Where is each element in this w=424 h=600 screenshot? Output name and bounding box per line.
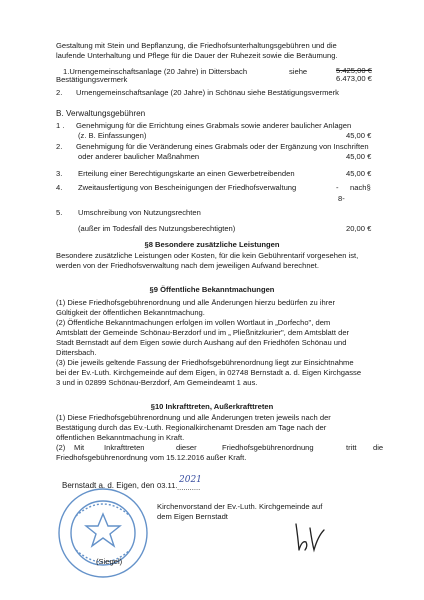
b2-line-1: Genehmigung für die Veränderung eines Grabmals oder der Ergänzung von Inschriften bbox=[76, 142, 369, 151]
signature-date-year: 2021 bbox=[179, 475, 202, 485]
s9-p2-line-2: Amtsblatt der Gemeinde Schönau-Berzdorf und im „ Pließnitzkurier", dem Amtsblatt der bbox=[56, 328, 350, 337]
b1-line-1: Genehmigung für die Errichtung eines Grabmals sowie anderer baulicher Anlagen bbox=[76, 121, 352, 130]
s9-p2-line-3: Stadt Bernstadt auf dem Eigen sowie durch Aushang auf den Friedhöfen Schönau und bbox=[56, 338, 347, 347]
b2-num: 2. bbox=[56, 142, 63, 151]
b4-line-1: Zweitausfertigung von Bescheinigungen der Friedhofsverwaltung bbox=[78, 183, 297, 192]
s10-p2-word-1: (2) bbox=[56, 443, 66, 452]
s10-p1-line-1: (1) Diese Friedhofsgebührenordnung und alle Änderungen treten jeweils nach der bbox=[56, 413, 331, 422]
signature-date-dots: ........... bbox=[177, 483, 201, 492]
b3-num: 3. bbox=[56, 169, 63, 178]
s10-p1-line-3: öffentlichen Bekanntmachung in Kraft. bbox=[56, 433, 185, 442]
b2-line-2: oder anderer baulicher Maßnahmen bbox=[78, 152, 200, 161]
s10-p2-word-6: tritt bbox=[346, 443, 357, 452]
intro-line-2: laufende Unterhaltung und Pflege für die Dauer der Ruhezeit sowie die Beräumung. bbox=[56, 51, 338, 60]
item1-old-price-1: 5.425,00 € bbox=[336, 66, 372, 75]
b5-num: 5. bbox=[56, 208, 63, 217]
b4-num: 4. bbox=[56, 183, 63, 192]
s8-title: §8 Besondere zusätzliche Leistungen bbox=[144, 240, 280, 249]
b3-line-1: Erteilung einer Berechtigungskarte an einen Gewerbetreibenden bbox=[78, 169, 295, 178]
s9-p1-line-2: Gültigkeit der öffentlichen Bekanntmachung. bbox=[56, 308, 205, 317]
s8-line-2: werden von der Friedhofsverwaltung nach dem jeweiligen Aufwand berechnet. bbox=[56, 261, 319, 270]
b5-price: 20,00 € bbox=[346, 224, 372, 233]
b5-line-2: (außer im Todesfall des Nutzungsberechtigten) bbox=[78, 224, 236, 233]
s10-p2-word-5: Friedhofsgebührenordnung bbox=[222, 443, 314, 452]
s10-title: §10 Inkrafttreten, Außerkrafttreten bbox=[150, 402, 274, 411]
item1-old-price-2: 6.473,00 € bbox=[336, 74, 372, 83]
item1-note: siehe bbox=[289, 67, 308, 76]
s9-p2-line-4: Dittersbach. bbox=[56, 348, 97, 357]
s9-p1-line-1: (1) Diese Friedhofsgebührenordnung und alle Änderungen hierzu bedürfen zu ihrer bbox=[56, 298, 336, 307]
handwritten-signature bbox=[290, 520, 330, 554]
intro-line-1: Gestaltung mit Stein und Bepflanzung, die Friedhofsunterhaltungsgebühren und die bbox=[56, 41, 337, 50]
b4-price-c: 8- bbox=[338, 194, 345, 203]
b1-price: 45,00 € bbox=[346, 131, 372, 140]
b4-price-a: - bbox=[336, 183, 339, 192]
section-b-title: B. Verwaltungsgebühren bbox=[56, 109, 146, 118]
s9-p3-line-1: (3) Die jeweils geltende Fassung der Friedhofsgebührenordnung liegt zur Einsichtnahme bbox=[56, 358, 354, 367]
s10-p2-word-2: Mit bbox=[74, 443, 85, 452]
s9-p3-line-2: bei der Ev.-Luth. Kirchgemeinde auf dem Eigen, in 02748 Bernstadt a. d. Eigen Kirchgasse bbox=[56, 368, 362, 377]
s9-p2-line-1: (2) Öffentliche Bekanntmachungen erfolgen im vollen Wortlaut in „Dorfecho", dem bbox=[56, 318, 331, 327]
s10-p2-word-4: dieser bbox=[176, 443, 197, 452]
signature-org-line-2: dem Eigen Bernstadt bbox=[157, 512, 228, 521]
b3-price: 45,00 € bbox=[346, 169, 372, 178]
s10-p2-line-2: Friedhofsgebührenordnung vom 15.12.2016 außer Kraft. bbox=[56, 453, 247, 462]
signature-date-prefix: 03.11. bbox=[157, 481, 178, 490]
s9-p3-line-3: 3 und in 02899 Schönau-Berzdorf, Am Gemeindeamt 1 aus. bbox=[56, 378, 258, 387]
s10-p2-word-7: die bbox=[373, 443, 384, 452]
s8-line-1: Besondere zusätzliche Leistungen oder Kosten, für die kein Gebührentarif vorgesehen ist, bbox=[56, 251, 359, 260]
b1-line-2: (z. B. Einfassungen) bbox=[78, 131, 147, 140]
seal-label: (Siegel) bbox=[96, 557, 123, 566]
item1-sub: Bestätigungsvermerk bbox=[56, 75, 128, 84]
signature-place: Bernstadt a. d. Eigen, den bbox=[62, 481, 155, 490]
b1-num: 1 . bbox=[56, 121, 65, 130]
item2-num: 2. bbox=[56, 88, 63, 97]
s10-p1-line-2: Bestätigung durch das Ev.-Luth. Regionalkirchenamt Dresden am Tage nach der bbox=[56, 423, 327, 432]
b5-line-1: Umschreibung von Nutzungsrechten bbox=[78, 208, 201, 217]
s9-title: §9 Öffentliche Bekanntmachungen bbox=[149, 285, 275, 294]
item2-label: Urnengemeinschaftsanlage (20 Jahre) in Schönau siehe Bestätigungsvermerk bbox=[76, 88, 339, 97]
b4-price-b: nach§ bbox=[350, 183, 371, 192]
item1-label: 1.Urnengemeinschaftsanlage (20 Jahre) in Dittersbach bbox=[63, 67, 248, 76]
signature-org-line-1: Kirchenvorstand der Ev.-Luth. Kirchgemeinde auf bbox=[157, 502, 323, 511]
b2-price: 45,00 € bbox=[346, 152, 372, 161]
s10-p2-word-3: Inkrafttreten bbox=[104, 443, 145, 452]
